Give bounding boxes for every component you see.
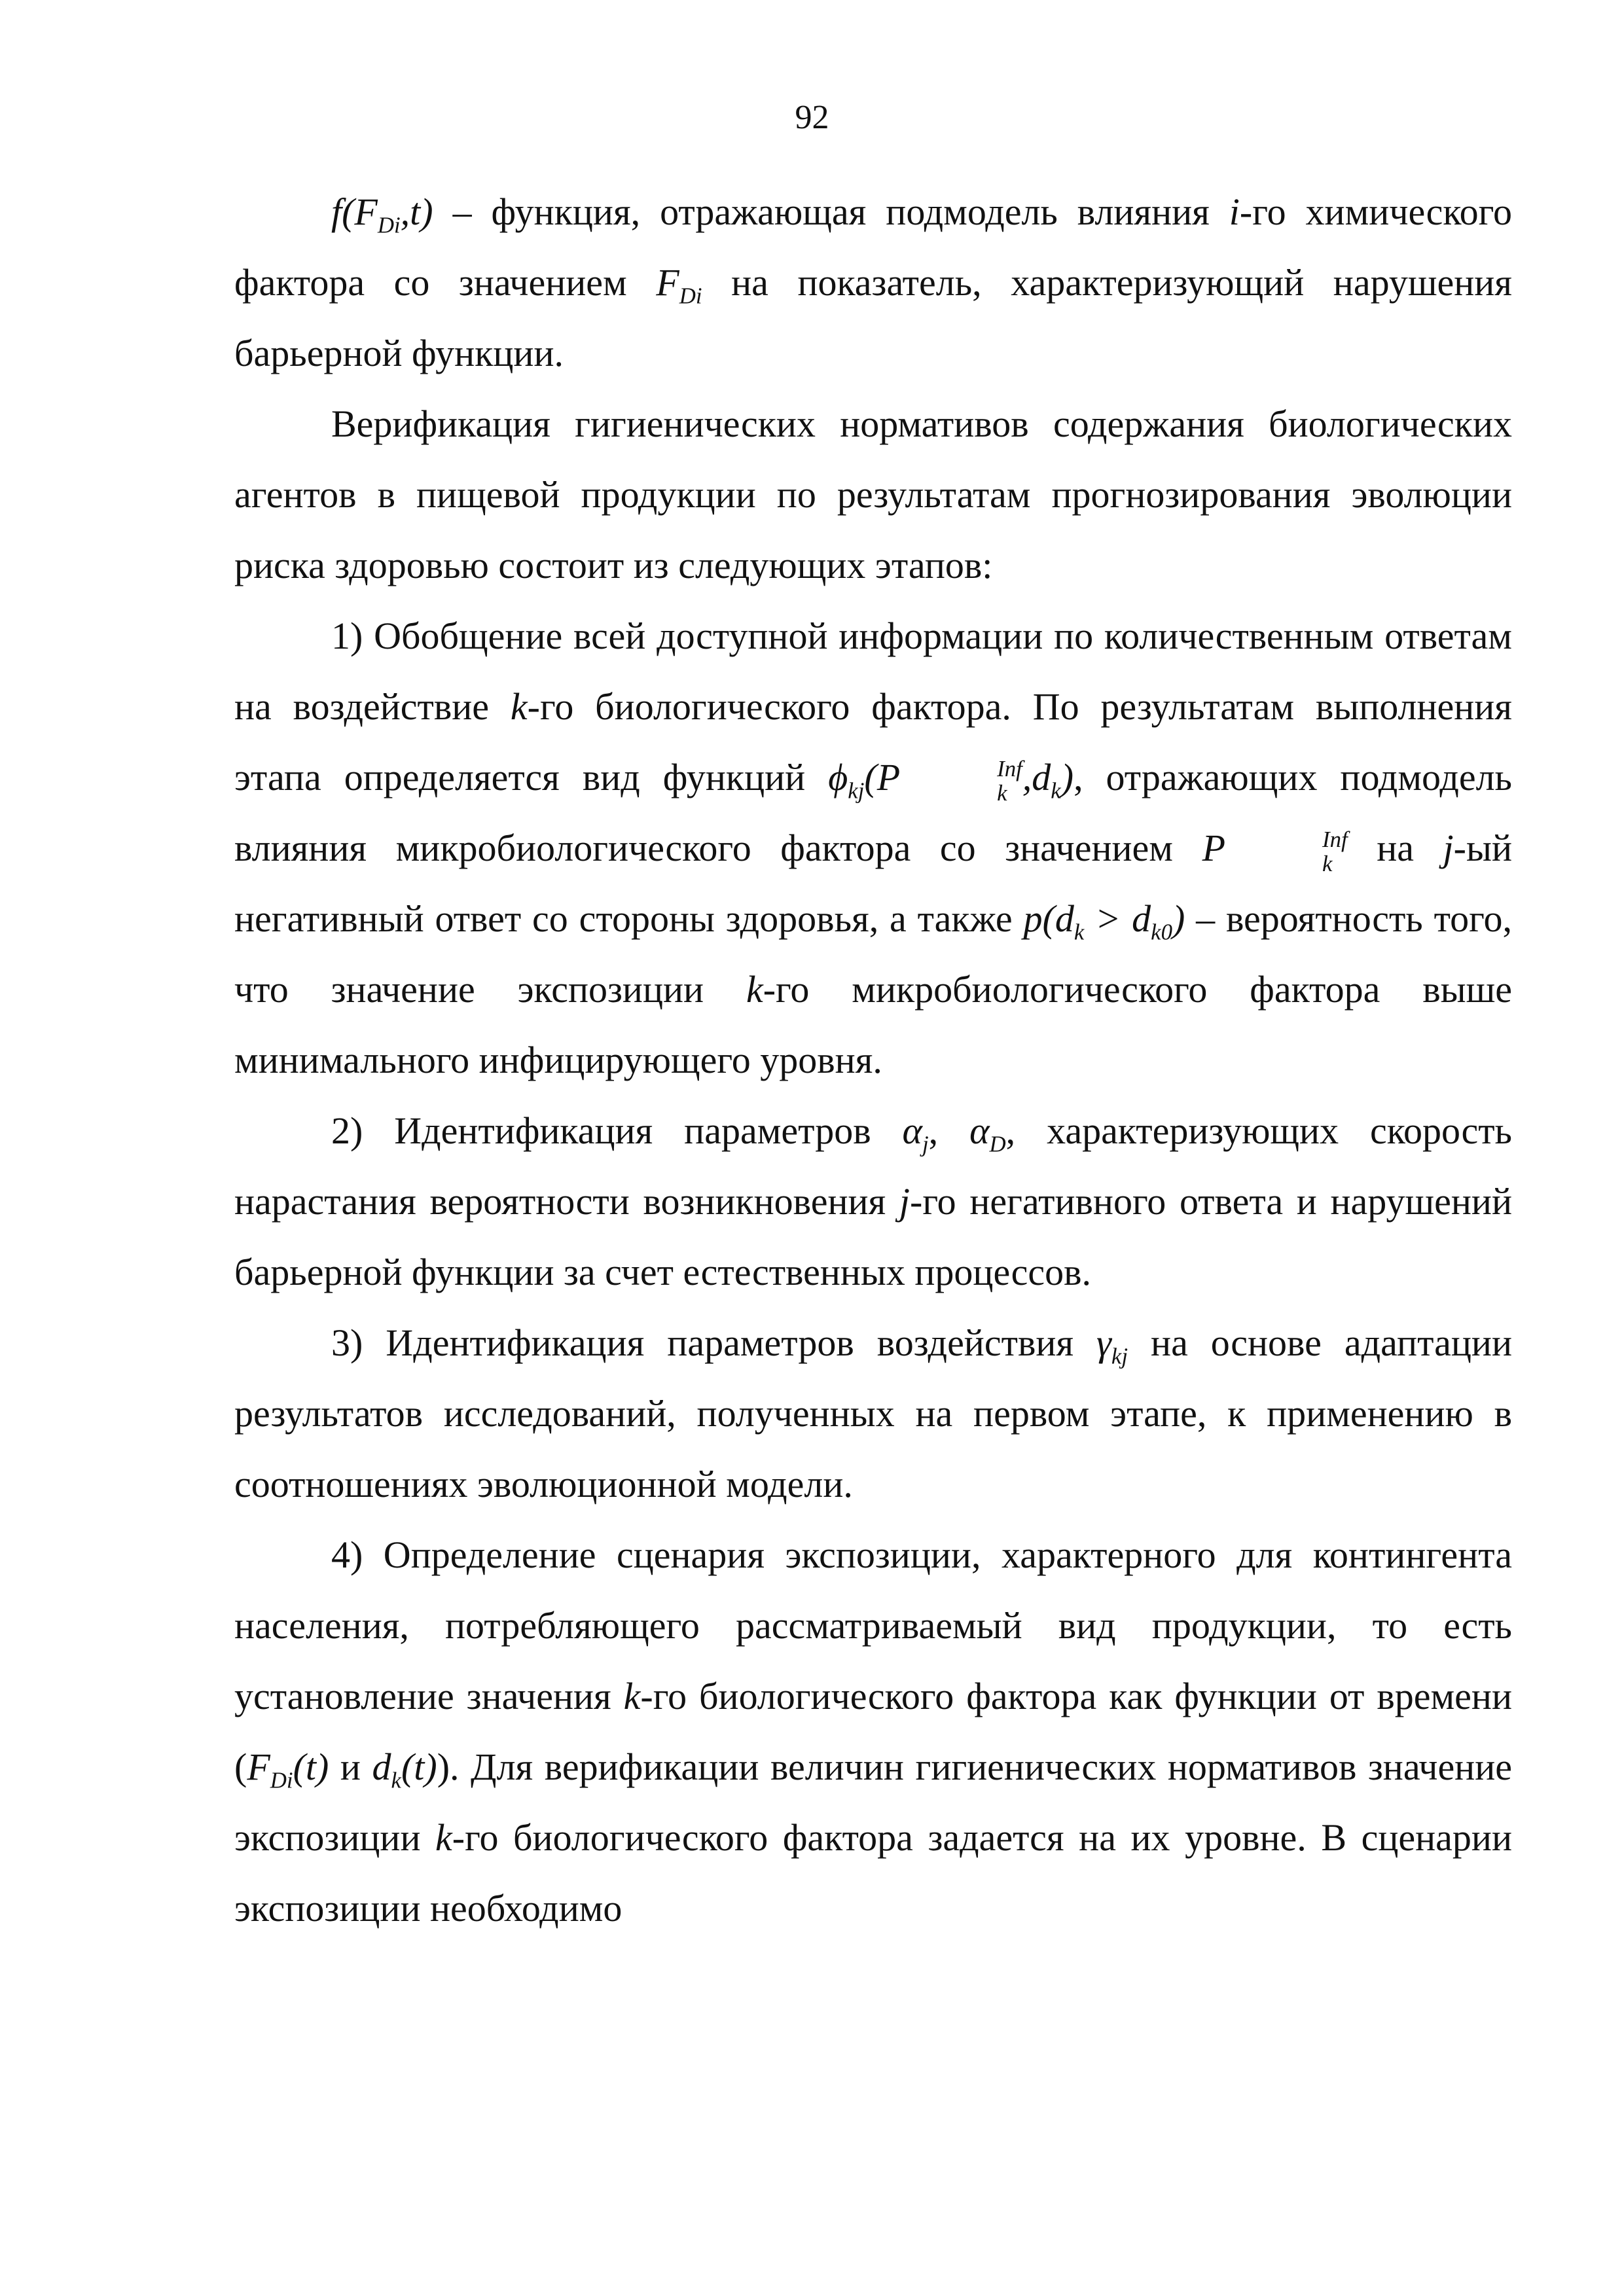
- formula-gamma-kj: $\gamma_{kj}$: [1096, 1321, 1128, 1369]
- formula-alpha-j: $\alpha_j$: [902, 1109, 929, 1157]
- paragraph-verification-intro: Верификация гигиенических нормативов содержания биологических агентов в пищевой продукции по результатам прогнозирования эволюции риска здоровью состоит из следующих этапов:: [234, 403, 1512, 586]
- formula-dk-t: $d_k(t)$: [372, 1746, 437, 1793]
- formula-pk-inf: P Inf k: [1202, 827, 1348, 876]
- formula-phi-kj: $\phi_{kj}(P$ Inf k $,d_k$): [828, 756, 1074, 806]
- formula-alpha-d: $\alpha_D$: [969, 1109, 1006, 1157]
- paragraph-step-4: 4) Определение сценария экспозиции, характерного для контингента населения, потребляющего рассматриваемый вид продукции, то есть установление значения k-го биологического фактора как функции от времени ($F_{Di}(t)$ и $d_k(t)$). Для верификации величин гигиенических нормативов значение экспозиции k-го биологического фактора задается на их уровне. В сценарии экспозиции необходимо: [234, 1534, 1513, 1929]
- paragraph-step-1: 1) Обобщение всей доступной информации по количественным ответам на воздействие k-го биологического фактора. По результатам выполнения этапа определяется вид функций $\phi_{kj}(P$ Inf k $,d_k$), отражающих подмодель влияния микробиологического фактора со значением P Inf k на j-ый негативный ответ со стороны здоровья, а также $p(d_k > d_{k0})$ – вероятность того, что значение экспозиции k-го микробиологического фактора выше минимального инфицирующего уровня.: [234, 615, 1513, 1081]
- formula-fdi: $F_{Di}$: [656, 261, 702, 309]
- formula-fdi-t: $F_{Di}(t)$: [247, 1746, 329, 1793]
- paragraph-step-2: 2) Идентификация параметров $\alpha_j$, $\alpha_D$, характеризующих скорость нарастания вероятности возникновения j-го негативного ответа и нарушений барьерной функции за счет естественных процессов.: [234, 1109, 1513, 1293]
- page-number: 92: [795, 99, 829, 136]
- paragraph-function-definition: $f(F_{Di},t)$ – функция, отражающая подмодель влияния i-го химического фактора со значением $F_{Di}$ на показатель, характеризующий нарушения барьерной функции.: [234, 190, 1512, 374]
- page-body: [234, 177, 1512, 1944]
- formula-probability: $p(d_k > d_{k0})$: [1023, 897, 1185, 945]
- formula-f-fdi-t: $f(F_{Di},t)$: [331, 190, 433, 238]
- paragraph-step-3: 3) Идентификация параметров воздействия $\gamma_{kj}$ на основе адаптации результатов исследований, полученных на первом этапе, к применению в соотношениях эволюционной модели.: [234, 1321, 1513, 1505]
